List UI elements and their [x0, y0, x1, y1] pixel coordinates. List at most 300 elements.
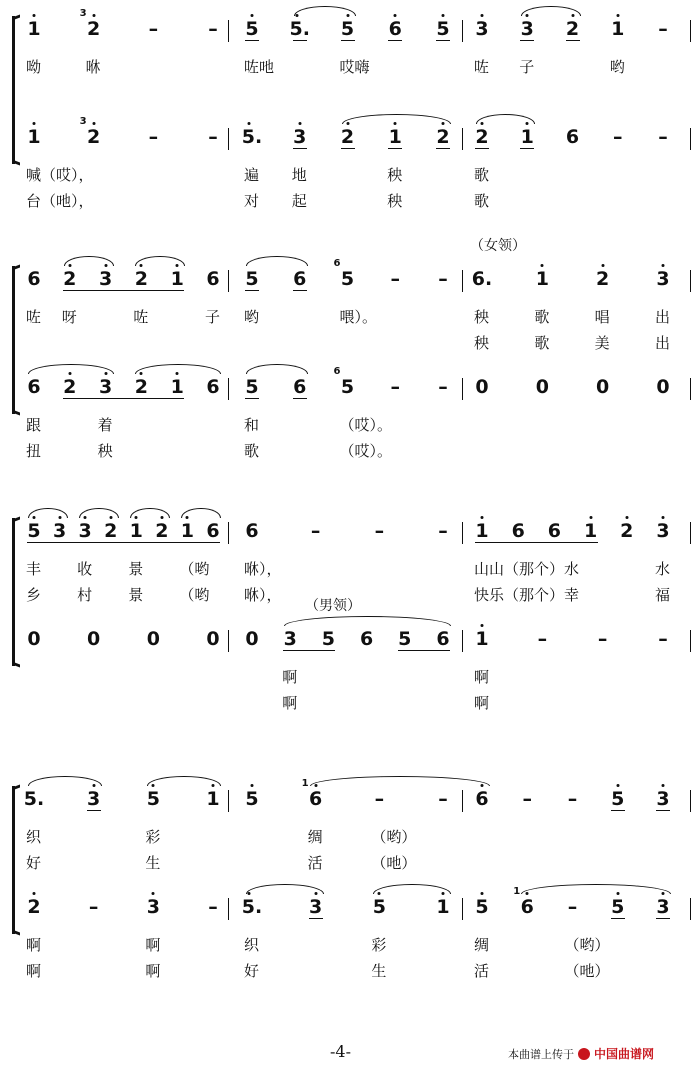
slur [79, 508, 119, 518]
note: 3 [656, 268, 670, 290]
lyric: （哟 [179, 560, 210, 578]
octave-dot [92, 122, 95, 125]
beam-line [245, 398, 259, 399]
lyric: 咗 [26, 308, 42, 326]
slur [310, 776, 490, 786]
page-number: -4- [330, 1042, 351, 1061]
note: 5 [436, 18, 450, 40]
note: 1 [583, 520, 598, 542]
lyric: 子 [519, 58, 535, 76]
beam-line [405, 650, 443, 651]
slur [342, 114, 452, 124]
lyric: 啊 [474, 694, 490, 712]
note: 0 [475, 376, 489, 398]
system-bracket [12, 16, 15, 164]
system-bracket [12, 266, 15, 414]
grace-note: 6 [333, 258, 341, 269]
lyric: 秧 [387, 192, 403, 210]
beam-line [341, 148, 355, 149]
beam-line [518, 542, 554, 543]
beam-line [341, 40, 355, 41]
note: 5 [340, 376, 355, 398]
lyric: 咗吔 [244, 58, 275, 76]
beam-line [436, 148, 450, 149]
lyric: 歌 [474, 192, 490, 210]
note: 5 [27, 520, 41, 542]
lyric: 秧 [387, 166, 403, 184]
lyric: 彩 [371, 936, 387, 954]
note: – [567, 788, 578, 810]
note: 0 [596, 376, 610, 398]
slur [246, 256, 308, 266]
lyric: 和 [244, 416, 260, 434]
lyric: 乡 [26, 586, 42, 604]
lyric: 歌 [244, 442, 260, 460]
octave-dot [481, 624, 484, 627]
lyric: 生 [145, 854, 161, 872]
beam-line [520, 148, 534, 149]
note: 3 [98, 268, 113, 290]
note: 3 [520, 18, 534, 40]
lyric: 喂）。 [339, 308, 378, 326]
lyric: 村 [77, 586, 93, 604]
grace-note: 3 [79, 116, 87, 127]
beam-line [106, 290, 142, 291]
note: 5 [611, 896, 625, 918]
note: – [374, 788, 385, 810]
beam-line [87, 810, 101, 811]
slur [246, 364, 308, 374]
note: – [310, 520, 321, 542]
beam-line [141, 290, 177, 291]
beam-line [554, 542, 590, 543]
note: 6 [206, 520, 220, 542]
note: – [438, 788, 448, 810]
note: 5 [398, 628, 412, 650]
slur [28, 776, 102, 786]
lyric: 台（吔）， [26, 192, 94, 210]
octave-dot [662, 784, 665, 787]
note: 6 [27, 376, 41, 398]
lyric: 好 [26, 854, 42, 872]
beam-line [111, 542, 137, 543]
note: 3 [87, 788, 101, 810]
note: 3 [78, 520, 92, 542]
beam-line [656, 918, 670, 919]
note: – [658, 126, 668, 148]
note: 3 [146, 896, 160, 918]
lyric: 活 [307, 854, 323, 872]
note: 5. [241, 896, 263, 918]
slur [373, 884, 451, 894]
lyric: 好 [244, 962, 260, 980]
beam-line [187, 542, 213, 543]
site-logo-icon [578, 1048, 590, 1060]
note: 3 [656, 896, 670, 918]
slur [246, 884, 324, 894]
lyric: 呦 [26, 58, 42, 76]
lyric: 哟 [609, 58, 625, 76]
lyric: 织 [26, 828, 42, 846]
note: – [658, 628, 668, 650]
lyric: 啊 [474, 668, 490, 686]
slur [135, 256, 185, 266]
note: 1 [27, 18, 41, 40]
lyric: （哟） [564, 936, 610, 954]
slur [521, 6, 580, 16]
beam-line [70, 290, 106, 291]
lyric: 山山（那个）水 [474, 560, 580, 578]
bar-line [462, 128, 463, 150]
octave-dot [33, 892, 36, 895]
note: 2 [134, 376, 149, 398]
note: 1 [206, 788, 220, 810]
note: 0 [656, 376, 670, 398]
lyric: 景 [128, 560, 144, 578]
site-name[interactable]: 中国曲谱网 [594, 1047, 655, 1061]
note: 2 [565, 18, 580, 40]
note: 3 [475, 18, 489, 40]
note: 2 [596, 268, 610, 290]
note: 5 [340, 18, 355, 40]
slur [135, 364, 221, 374]
lyric: 哟 [244, 308, 260, 326]
lyric: 地 [291, 166, 307, 184]
lyric: （哟） [371, 828, 417, 846]
octave-dot [541, 264, 544, 267]
lyric: 织 [244, 936, 260, 954]
note: – [374, 520, 385, 542]
grace-note: 3 [79, 8, 87, 19]
lyric: 歌 [474, 166, 490, 184]
note: 3 [283, 628, 297, 650]
slur [521, 884, 671, 894]
note: 6 [520, 896, 534, 918]
note: 1 [475, 520, 489, 542]
note: 3 [656, 520, 670, 542]
note: 5 [146, 788, 160, 810]
note: – [522, 788, 532, 810]
lyric: 啊 [145, 962, 161, 980]
note: 0 [27, 628, 41, 650]
note: 1 [388, 126, 402, 148]
bar-line [690, 898, 691, 920]
note: 6 [293, 376, 307, 398]
beam-line [106, 398, 142, 399]
lyric: 出 [655, 308, 671, 326]
lyric: 呀 [61, 308, 77, 326]
note: – [208, 18, 218, 40]
lyric: 秧 [97, 442, 113, 460]
octave-dot [248, 122, 251, 125]
octave-dot [442, 14, 445, 17]
note: 1 [129, 520, 143, 542]
lyric: 子 [205, 308, 221, 326]
note: 0 [146, 628, 160, 650]
note: 5 [245, 376, 259, 398]
octave-dot [589, 516, 592, 519]
lyric: 出 [655, 334, 671, 352]
note: 1 [611, 18, 625, 40]
octave-dot [481, 14, 484, 17]
grace-note: 1 [301, 778, 309, 789]
octave-dot [152, 892, 155, 895]
note: 0 [87, 628, 101, 650]
note: 1 [27, 126, 41, 148]
octave-dot [625, 516, 628, 519]
note: 6 [511, 520, 525, 542]
note: 6 [388, 18, 402, 40]
beam-line [482, 542, 518, 543]
octave-dot [251, 784, 254, 787]
note: 6 [206, 268, 220, 290]
lyric: 啊 [26, 936, 42, 954]
lyric: 啊 [145, 936, 161, 954]
lyric: 扭 [26, 442, 42, 460]
lyric: 收 [77, 560, 93, 578]
note: 5 [245, 18, 259, 40]
octave-dot [33, 122, 36, 125]
note: 5 [321, 628, 336, 650]
note: 1 [520, 126, 534, 148]
note: 5. [23, 788, 45, 810]
octave-dot [662, 516, 665, 519]
lyric: 咻 [85, 58, 101, 76]
bar-line [228, 522, 229, 544]
grace-note: 1 [513, 886, 521, 897]
octave-dot [662, 264, 665, 267]
beam-line [293, 290, 307, 291]
note: – [148, 18, 159, 40]
note: – [390, 268, 400, 290]
beam-line [309, 918, 323, 919]
system-bracket [12, 786, 15, 934]
note: 2 [155, 520, 169, 542]
note: 1 [475, 628, 489, 650]
note: 1 [180, 520, 195, 542]
beam-line [520, 40, 534, 41]
lyric: 绸 [474, 936, 490, 954]
octave-dot [251, 14, 254, 17]
note: 2 [63, 376, 77, 398]
slur [28, 364, 114, 374]
note: 5 [340, 268, 355, 290]
octave-dot [481, 892, 484, 895]
bar-line [690, 522, 691, 544]
note: 6 [206, 376, 220, 398]
lyric: 福 [655, 586, 671, 604]
lyric: 哎嗨 [339, 58, 370, 76]
note: 6 [27, 268, 41, 290]
note: 3 [98, 376, 113, 398]
note: 0 [206, 628, 220, 650]
note: – [567, 896, 578, 918]
beam-line [388, 148, 402, 149]
bar-line [690, 378, 691, 400]
lyric: 咻）， [244, 560, 282, 578]
bar-line [228, 378, 229, 400]
note: – [148, 126, 159, 148]
bar-line [462, 20, 463, 42]
note: 6 [359, 628, 374, 650]
beam-line [60, 542, 86, 543]
note: 6 [547, 520, 562, 542]
note: 2 [436, 126, 450, 148]
lyric: （吔） [371, 854, 417, 872]
note: 0 [535, 376, 549, 398]
beam-line [290, 650, 328, 651]
lyric: 丰 [26, 560, 42, 578]
beam-line [70, 398, 106, 399]
lyric: 水 [655, 560, 671, 578]
beam-line [293, 40, 307, 41]
lyric: 啊 [282, 668, 298, 686]
bar-line [228, 630, 229, 652]
beam-line [85, 542, 111, 543]
bar-line [228, 790, 229, 812]
slur [64, 256, 114, 266]
note: 2 [63, 268, 77, 290]
site-footer[interactable] [508, 1045, 654, 1062]
note: 2 [620, 520, 634, 542]
octave-dot [481, 516, 484, 519]
beam-line [34, 542, 60, 543]
note: – [613, 126, 623, 148]
note: 0 [245, 628, 259, 650]
lyric: 啊 [26, 962, 42, 980]
bar-line [690, 20, 691, 42]
bar-line [690, 630, 691, 652]
note: 2 [340, 126, 355, 148]
bar-line [462, 270, 463, 292]
note: 5 [611, 788, 625, 810]
bar-line [690, 790, 691, 812]
lyric: 秧 [474, 308, 490, 326]
lyric: 对 [244, 192, 260, 210]
note: 5 [372, 896, 386, 918]
lyric: 起 [291, 192, 307, 210]
beam-line [388, 40, 402, 41]
bar-line [228, 128, 229, 150]
octave-dot [616, 14, 619, 17]
note: 1 [535, 268, 549, 290]
beam-line [436, 40, 450, 41]
section-mark: （女领） [470, 238, 526, 254]
beam-line [475, 148, 489, 149]
lyric: 遍 [244, 166, 260, 184]
note: – [390, 376, 400, 398]
slur [147, 776, 221, 786]
beam-line [656, 810, 670, 811]
note: 5 [245, 788, 259, 810]
slur [181, 508, 221, 518]
beam-line [611, 918, 625, 919]
lyric: 美 [594, 334, 610, 352]
slur [284, 616, 451, 626]
note: – [88, 896, 99, 918]
note: 5. [289, 18, 310, 40]
bar-line [462, 898, 463, 920]
note: 3 [52, 520, 67, 542]
bar-line [228, 898, 229, 920]
lyric: 快乐（那个）幸 [474, 586, 580, 604]
lyric: 咗 [133, 308, 149, 326]
bar-line [462, 790, 463, 812]
bar-line [462, 522, 463, 544]
note: 1 [170, 376, 184, 398]
note: 3 [656, 788, 670, 810]
lyric: （哎）。 [339, 416, 393, 434]
note: – [438, 268, 448, 290]
lyric: 秧 [474, 334, 490, 352]
note: 6 [309, 788, 323, 810]
beam-line [141, 398, 177, 399]
note: 1 [170, 268, 184, 290]
lyric: 绸 [307, 828, 323, 846]
beam-line [611, 810, 625, 811]
beam-line [162, 542, 188, 543]
note: 3 [293, 126, 307, 148]
note: 2 [134, 268, 149, 290]
octave-dot [33, 14, 36, 17]
note: 2 [475, 126, 489, 148]
note: – [597, 628, 608, 650]
note: – [438, 520, 448, 542]
note: 2 [87, 126, 101, 148]
lyric: 啊 [282, 694, 298, 712]
system-bracket [12, 518, 15, 666]
note: – [438, 376, 448, 398]
note: 2 [104, 520, 118, 542]
note: 2 [27, 896, 41, 918]
grace-note: 6 [333, 366, 341, 377]
note: – [537, 628, 548, 650]
lyric: 彩 [145, 828, 161, 846]
note: 5 [475, 896, 489, 918]
note: 5 [245, 268, 259, 290]
lyric: 歌 [534, 334, 550, 352]
bar-line [228, 270, 229, 292]
lyric: 咗 [474, 58, 490, 76]
note: 5. [241, 126, 263, 148]
note: 6 [565, 126, 580, 148]
octave-dot [394, 14, 397, 17]
octave-dot [298, 122, 301, 125]
bar-line [690, 128, 691, 150]
beam-line [245, 40, 259, 41]
note: 6 [245, 520, 259, 542]
beam-line [136, 542, 162, 543]
slur [476, 114, 535, 124]
beam-line [293, 148, 307, 149]
lyric: 景 [128, 586, 144, 604]
slur [28, 508, 68, 518]
bar-line [462, 378, 463, 400]
lyric: 咻）， [244, 586, 282, 604]
lyric: 生 [371, 962, 387, 980]
beam-line [245, 290, 259, 291]
note: 3 [309, 896, 323, 918]
note: – [208, 896, 218, 918]
lyric: （哎）。 [339, 442, 393, 460]
slur [294, 6, 356, 16]
note: 2 [87, 18, 101, 40]
lyric: 活 [474, 962, 490, 980]
note: 6. [471, 268, 493, 290]
octave-dot [616, 784, 619, 787]
lyric: 喊（哎）， [26, 166, 94, 184]
bar-line [690, 270, 691, 292]
